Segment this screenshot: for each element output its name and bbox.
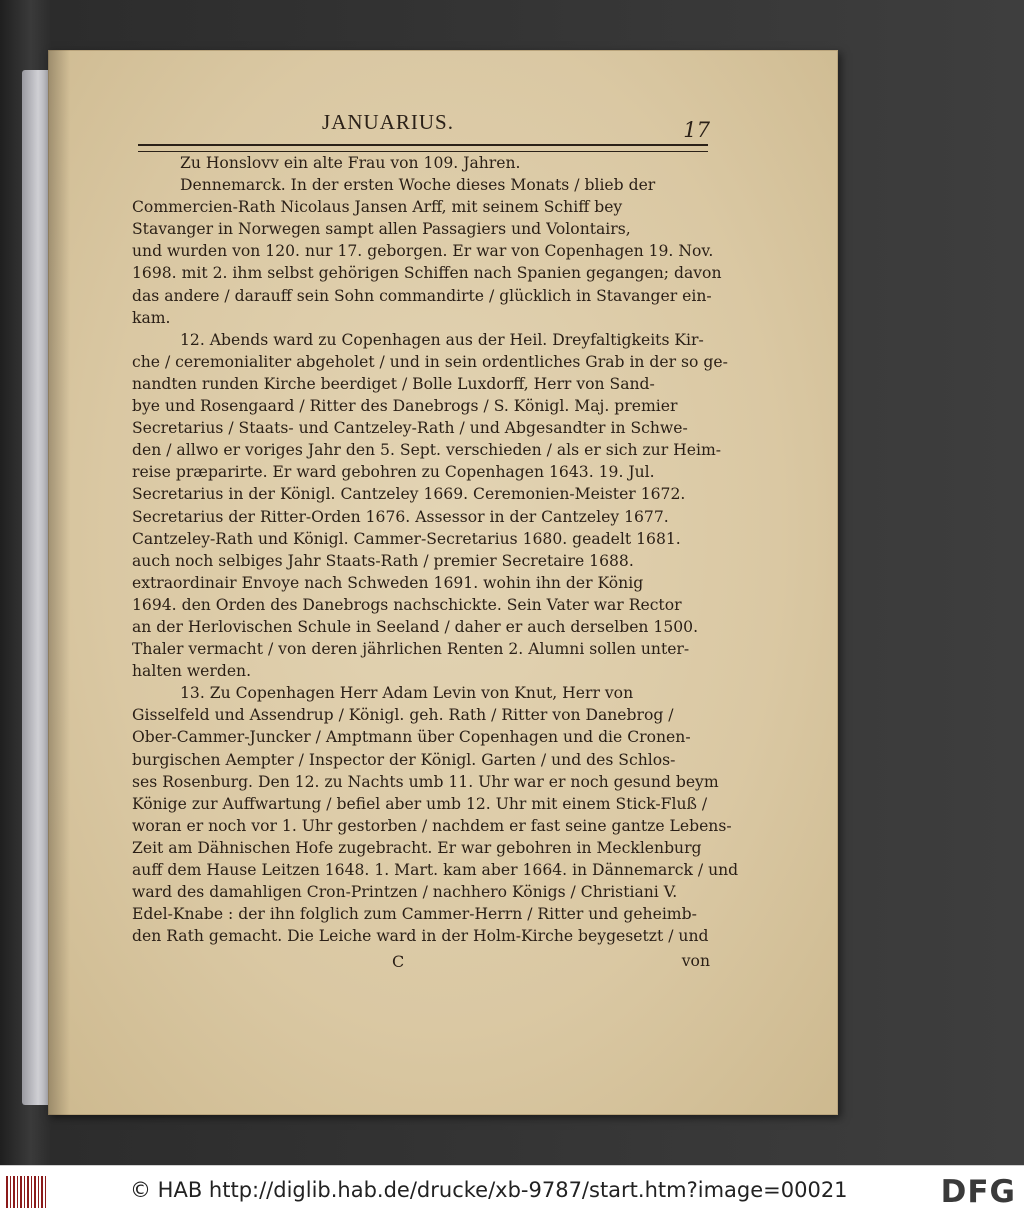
text-line: Secretarius in der Königl. Cantzeley 1669. Ceremonien-Meister 1672. [132, 485, 686, 504]
text-line: Secretarius / Staats- und Cantzeley-Rath / und Abgesandter in Schwe- [132, 419, 688, 438]
text-line: den Rath gemacht. Die Leiche ward in der Holm-Kirche beygesetzt / und [132, 927, 709, 946]
viewer-footer [0, 1165, 1024, 1218]
barcode-icon [6, 1176, 48, 1208]
header-rule [138, 144, 708, 152]
running-title: JANUARIUS. [322, 110, 454, 134]
text-line: reise præparirte. Er ward gebohren zu Copenhagen 1643. 19. Jul. [132, 463, 655, 482]
text-line: Könige zur Auffwartung / befiel aber umb 12. Uhr mit einem Stick-Fluß / [132, 794, 708, 813]
text-line: auch noch selbiges Jahr Staats-Rath / premier Secretaire 1688. [132, 551, 634, 570]
text-line: ward des damahligen Cron-Printzen / nachhero Königs / Christiani V. [132, 883, 678, 902]
text-line: an der Herlovischen Schule in Seeland / daher er auch derselben 1500. [132, 617, 699, 636]
text-line: woran er noch vor 1. Uhr gestorben / nachdem er fast seine gantze Lebens- [132, 816, 732, 835]
page-number: 17 [683, 118, 710, 142]
text-line: che / ceremonialiter abgeholet / und in sein ordentliches Grab in der so ge- [132, 352, 728, 371]
text-line: 1694. den Orden des Danebrogs nachschickte. Sein Vater war Rector [132, 595, 682, 614]
text-line: Zu Honslovv ein alte Frau von 109. Jahren. [180, 154, 521, 172]
text-line: Commercien-Rath Nicolaus Jansen Arff, mit seinem Schiff bey [132, 198, 623, 217]
text-line: Stavanger in Norwegen sampt allen Passagiers und Volontairs, [132, 220, 631, 239]
text-line: das andere / darauff sein Sohn commandirte / glücklich in Stavanger ein- [132, 286, 712, 305]
page-gutter-shadow [48, 50, 70, 1115]
text-line: nandten runden Kirche beerdiget / Bolle Luxdorff, Herr von Sand- [132, 374, 655, 393]
text-line: 13. Zu Copenhagen Herr Adam Levin von Knut, Herr von [180, 684, 634, 703]
signature-mark: C [392, 952, 405, 971]
text-line: auff dem Hause Leitzen 1648. 1. Mart. kam aber 1664. in Dännemarck / und [132, 861, 739, 879]
text-line: burgischen Aempter / Inspector der Königl. Garten / und des Schlos- [132, 750, 676, 769]
text-line: Zeit am Dähnischen Hofe zugebracht. Er war gebohren in Mecklenburg [132, 838, 702, 857]
catchword: von [681, 952, 710, 970]
text-line: und wurden von 120. nur 17. geborgen. Er war von Copenhagen 19. Nov. [132, 242, 714, 261]
text-line: Secretarius der Ritter-Orden 1676. Assessor in der Cantzeley 1677. [132, 507, 669, 526]
text-line: Gisselfeld und Assendrup / Königl. geh. Rath / Ritter von Danebrog / [132, 706, 674, 725]
text-line: Thaler vermacht / von deren jährlichen Renten 2. Alumni sollen unter- [132, 640, 690, 659]
text-line: kam. [132, 308, 171, 327]
text-line: Cantzeley-Rath und Königl. Cammer-Secretarius 1680. geadelt 1681. [132, 529, 681, 548]
text-line: Edel-Knabe : der ihn folglich zum Cammer-Herrn / Ritter und geheimb- [132, 905, 697, 924]
text-line: Dennemarck. In der ersten Woche dieses Monats / blieb der [180, 176, 656, 195]
text-line: 12. Abends ward zu Copenhagen aus der Heil. Dreyfaltigkeits Kir- [180, 330, 704, 349]
dfg-logo[interactable]: DFG [940, 1174, 1016, 1210]
text-line: halten werden. [132, 662, 252, 681]
text-line: extraordinair Envoye nach Schweden 1691. wohin ihn der König [132, 573, 644, 592]
text-line: 1698. mit 2. ihm selbst gehörigen Schiffen nach Spanien gegangen; davon [132, 264, 722, 283]
page-body-text [132, 152, 739, 947]
text-line: bye und Rosengaard / Ritter des Danebrogs / S. Königl. Maj. premier [132, 397, 678, 416]
text-line: den / allwo er voriges Jahr den 5. Sept. verschieden / als er sich zur Heim- [132, 441, 722, 460]
footer-credit-link[interactable]: © HAB http://diglib.hab.de/drucke/xb-9787/start.htm?image=00021 [130, 1178, 848, 1202]
text-line: Ober-Cammer-Juncker / Amptmann über Copenhagen und die Cronen- [132, 728, 691, 747]
text-line: ses Rosenburg. Den 12. zu Nachts umb 11. Uhr war er noch gesund beym [132, 772, 719, 791]
